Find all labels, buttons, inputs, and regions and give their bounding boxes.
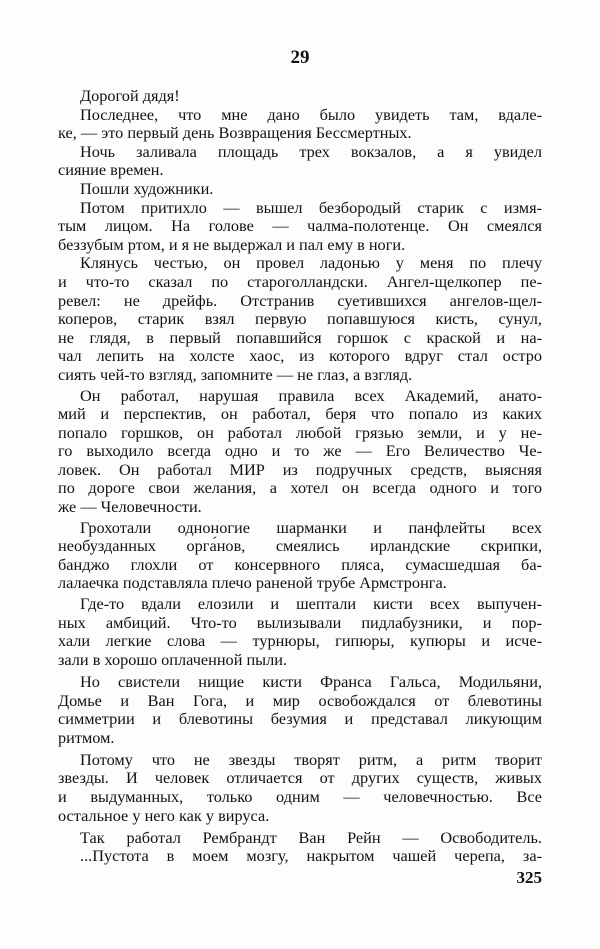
paragraph [58, 199, 542, 255]
paragraph [58, 143, 542, 180]
text-line: необузданных орга́нов, смеялись ирландские скрипки, [58, 536, 542, 556]
text-line: Потом притихло — вышел безбородый старик с измя- [80, 197, 542, 217]
text-line: чал лепить на холсте хаос, из которого вдруг стал остро [58, 346, 542, 366]
text-line: беззубым ртом, и я не выдержал и пал ему в ноги. [58, 234, 406, 254]
paragraph [58, 751, 542, 825]
text-line: коперов, старик взял первую попавшуюся кисть, сунул, [58, 309, 542, 329]
text-line: Домье и Ван Гога, и мир освобождался от блевотины [58, 690, 542, 710]
text-line: Так работал Рембрандт Ван Рейн — Освободитель. [80, 827, 542, 847]
text-line: мий и перспектив, он работал, беря что попало из каких [58, 404, 542, 424]
chapter-number: 29 [290, 47, 310, 68]
text-line: ных амбиций. Что-то вылизывали пидлабузники, и пор- [58, 612, 542, 632]
text-line: по дороге свои желания, а хотел он всегда одного и того [58, 478, 542, 498]
text-line: Грохотали одноногие шарманки и панфлейты всех [80, 517, 542, 537]
text-line: ловек. Он работал МИР из подручных средств, выясняя [58, 459, 542, 479]
paragraph [58, 595, 542, 669]
text-line: попало горшков, он работал любой грязью земли, и у не- [58, 422, 542, 442]
text-line: Потому что не звезды творят ритм, а ритм творит [80, 749, 542, 769]
text-line: хали легкие слова — турнюры, гипюры, купюры и исче- [58, 631, 542, 651]
text-line: банджо глохли от консервного пляса, сумасшедшая ба- [58, 554, 542, 574]
text-line: ке, — это первый день Возвращения Бессмертных. [58, 123, 412, 143]
text-line: Он работал, нарушая правила всех Академий, анато- [80, 385, 542, 405]
text-line: Но свистели нищие кисти Франса Гальса, Модильяни, [80, 671, 542, 691]
body-text [58, 87, 542, 866]
text-line: зали в хорошо оплаченной пыли. [58, 649, 288, 669]
paragraph [58, 673, 542, 747]
text-line: ...Пустота в моем мозгу, накрытом чашей черепа, за- [80, 846, 542, 866]
text-line: же — Человечности. [58, 497, 202, 517]
text-line: Клянусь честью, он провел ладонью у меня по плечу [80, 253, 542, 273]
paragraph [58, 829, 542, 848]
text-line: симметрии и блевотины безумия и представал ликующим [58, 709, 542, 729]
paragraph [58, 519, 542, 593]
text-line: и выдуманных, только одним — человечностью. Все [58, 786, 542, 806]
paragraph [58, 254, 542, 384]
text-line: лалаечка подставляла плечо раненой трубе Армстронга. [58, 573, 447, 593]
paragraph [58, 847, 542, 866]
text-line: Ночь заливала площадь трех вокзалов, а я увидел [80, 141, 542, 161]
paragraph [58, 87, 542, 106]
paragraph [58, 387, 542, 517]
text-line: сияние времен. [58, 160, 164, 180]
page-number: 325 [516, 868, 542, 887]
text-line: ритмом. [58, 727, 115, 747]
text-line: не глядя, в первый попавшийся горшок с краской и на- [58, 327, 542, 347]
text-line: остальное у него как у вируса. [58, 805, 270, 825]
text-line: тым лицом. На голове — чалма-полотенце. Он смеялся [58, 216, 542, 236]
text-line: Пошли художники. [80, 178, 214, 198]
text-line: и что-то сказал по староголландски. Ангел-щелкопер пе- [58, 271, 542, 291]
paragraph [58, 180, 542, 199]
text-line: Где-то вдали елозили и шептали кисти всех выпучен- [80, 594, 542, 614]
text-line: Дорогой дядя! [80, 86, 180, 105]
text-line: звезды. И человек отличается от других существ, живых [58, 768, 542, 788]
text-line: ревел: не дрейфь. Отстранив суетившихся ангелов-щел- [58, 290, 542, 310]
text-line: сиять чей-то взгляд, запомните — не глаз, а взгляд. [58, 364, 413, 384]
text-line: го выходило всегда одно и то же — Его Величество Че- [58, 441, 542, 461]
text-line: Последнее, что мне дано было увидеть там, вдале- [80, 104, 542, 124]
paragraph [58, 106, 542, 143]
